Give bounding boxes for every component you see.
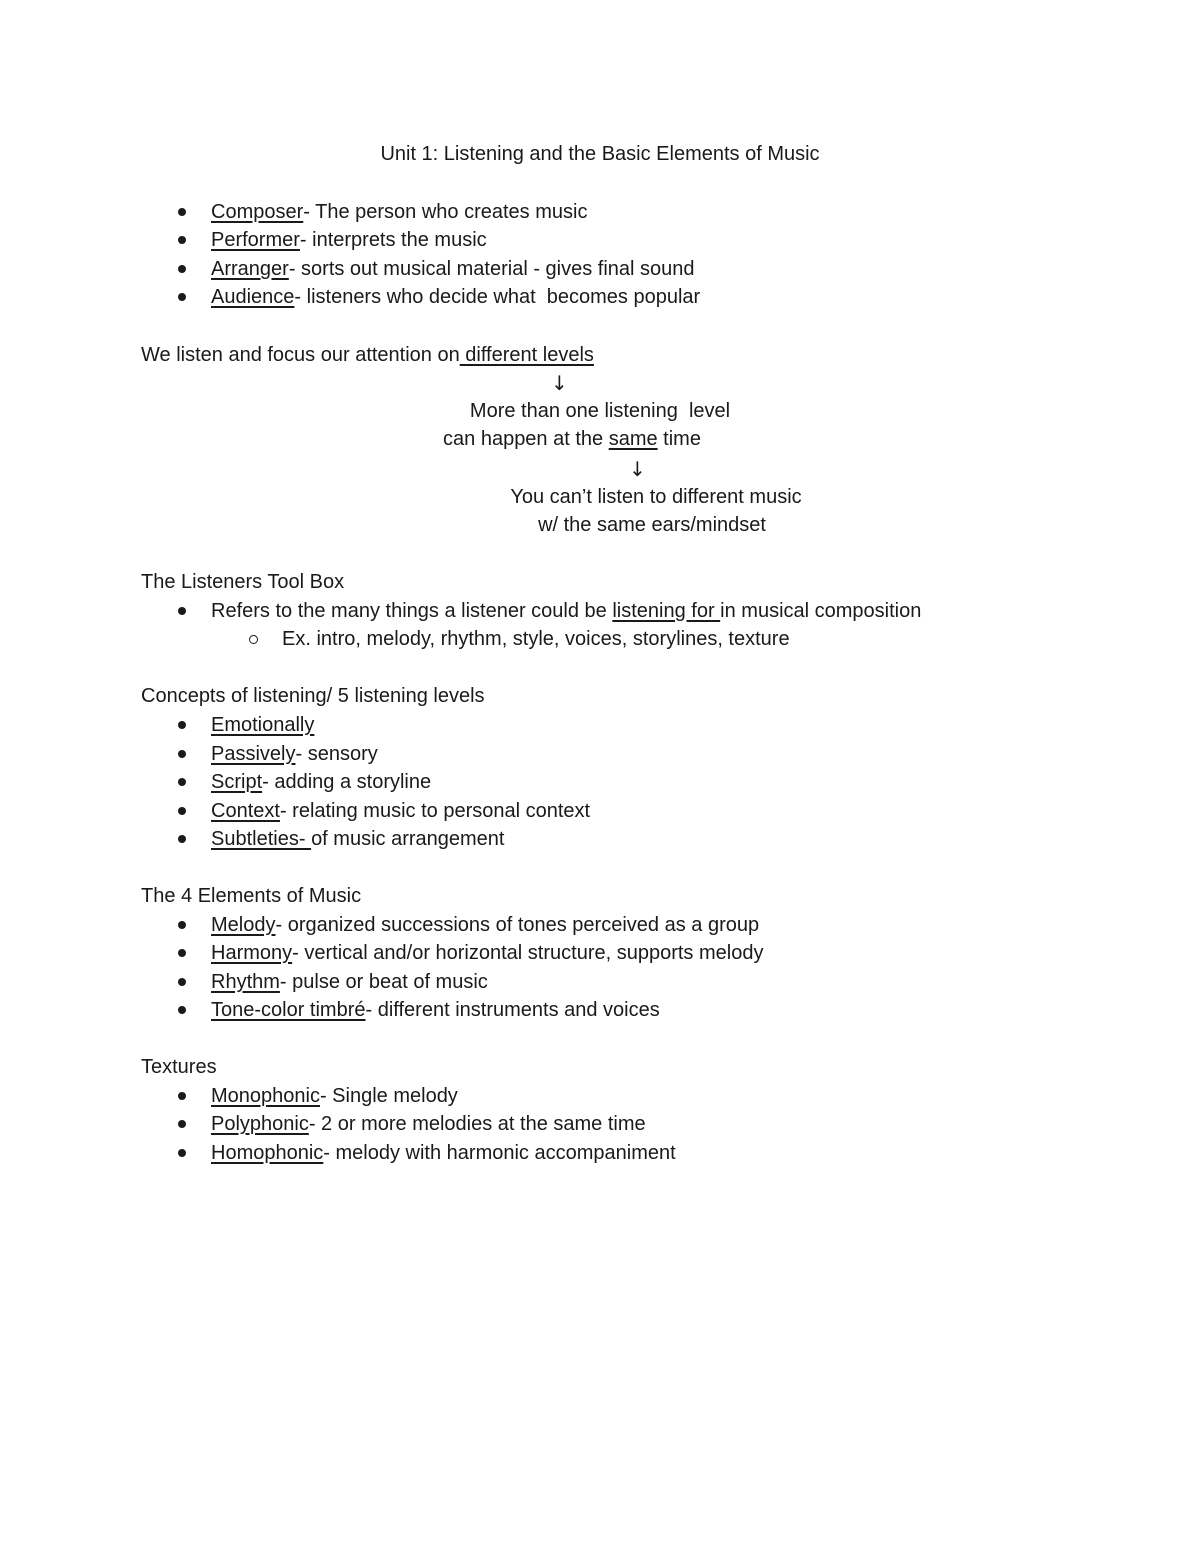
levels-line-4: w/ the same ears/mindset — [538, 514, 766, 536]
bullet-icon — [178, 607, 186, 615]
list-item — [211, 198, 587, 226]
section-heading: Concepts of listening/ 5 listening levels — [141, 685, 485, 707]
list-item: Subtleties- of music arrangement — [211, 828, 505, 850]
levels-line-3: You can’t listen to different music — [510, 486, 802, 508]
bullet-icon — [178, 293, 186, 301]
bullet-icon — [178, 750, 186, 758]
sub-list-item: Ex. intro, melody, rhythm, style, voices, storylines, texture — [282, 628, 790, 650]
list-item: Emotionally — [211, 714, 315, 736]
bullet-icon — [178, 807, 186, 815]
page-title: Unit 1: Listening and the Basic Elements of Music — [380, 143, 820, 165]
list-item: Harmony- vertical and/or horizontal structure, supports melody — [211, 942, 764, 964]
list-item: Context- relating music to personal context — [211, 800, 591, 822]
bullet-icon — [178, 1092, 186, 1100]
list-item: Refers to the many things a listener could be listening for in musical composition — [211, 600, 922, 622]
term: Audience — [211, 286, 295, 308]
bullet-icon — [178, 978, 186, 986]
list-item — [211, 226, 487, 254]
bullet-icon — [178, 1120, 186, 1128]
bullet-icon — [178, 778, 186, 786]
definition: - interprets the music — [299, 229, 487, 251]
bullet-icon — [178, 949, 186, 957]
section-heading: Textures — [141, 1056, 217, 1078]
section-heading: The Listeners Tool Box — [141, 571, 345, 593]
list-item: Script- adding a storyline — [211, 771, 432, 793]
bullet-icon — [178, 921, 186, 929]
bullet-icon — [178, 835, 186, 843]
bullet-icon — [178, 1006, 186, 1014]
bullet-icon — [178, 721, 186, 729]
list-item: Passively- sensory — [211, 743, 378, 765]
down-arrow-icon: ↓ — [551, 371, 568, 395]
list-item — [211, 255, 695, 283]
levels-line-2: can happen at the same time — [443, 428, 701, 450]
levels-intro: We listen and focus our attention on different levels — [141, 344, 594, 366]
bullet-icon — [178, 208, 186, 216]
list-item: Melody- organized successions of tones perceived as a group — [211, 914, 760, 936]
definition: - sorts out musical material - gives final sound — [288, 258, 695, 280]
list-item: Tone-color timbré- different instruments and voices — [211, 999, 660, 1021]
list-item: Monophonic- Single melody — [211, 1085, 458, 1107]
term: Composer — [211, 201, 304, 223]
bullet-icon — [178, 1149, 186, 1157]
down-arrow-icon: ↓ — [629, 457, 646, 481]
section-heading: The 4 Elements of Music — [141, 885, 362, 907]
bullet-icon — [178, 265, 186, 273]
list-item: Rhythm- pulse or beat of music — [211, 971, 488, 993]
term: Arranger — [211, 258, 289, 280]
levels-line-1: More than one listening level — [469, 400, 731, 422]
hollow-bullet-icon — [249, 635, 258, 644]
bullet-icon — [178, 236, 186, 244]
list-item: Polyphonic- 2 or more melodies at the same time — [211, 1113, 646, 1135]
list-item — [211, 283, 700, 311]
list-item: Homophonic- melody with harmonic accompaniment — [211, 1142, 676, 1164]
definition: - The person who creates music — [303, 201, 588, 223]
term: Performer — [211, 229, 300, 251]
definition: - listeners who decide what becomes popular — [294, 286, 701, 308]
